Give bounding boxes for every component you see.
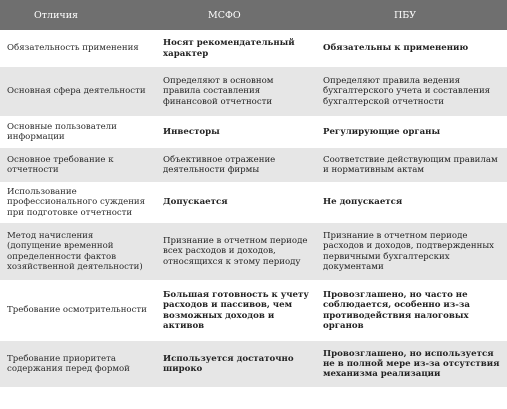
row-criterion: Основное требование к отчетности bbox=[0, 147, 156, 183]
row-pbu: Провозглашено, но используется не в полной мере из-за отсутствия механизма реализации bbox=[316, 340, 507, 387]
table-row bbox=[0, 31, 507, 66]
header-pbu: ПБУ bbox=[316, 0, 507, 31]
row-msfo: Признание в отчетном периоде всех расходов и доходов, относящихся к этому периоду bbox=[156, 222, 316, 281]
row-criterion: Требование осмотрительности bbox=[0, 281, 156, 340]
row-criterion: Метод начисления (допущение временной определенности фактов хозяйственной деятельности) bbox=[0, 222, 156, 281]
row-criterion: Основная сфера деятельности bbox=[0, 66, 156, 117]
table-row bbox=[0, 281, 507, 340]
row-msfo: Используется достаточно широко bbox=[156, 340, 316, 387]
table-row bbox=[0, 183, 507, 222]
row-criterion: Основные пользователи информации bbox=[0, 117, 156, 147]
row-msfo: Определяют в основном правила составления финансовой отчетности bbox=[156, 66, 316, 117]
row-msfo: Инвесторы bbox=[156, 117, 316, 147]
table-row bbox=[0, 117, 507, 147]
row-pbu: Регулирующие органы bbox=[316, 117, 507, 147]
row-criterion: Использование профессионального суждения при подготовке отчетности bbox=[0, 183, 156, 222]
table-row bbox=[0, 340, 507, 387]
table-row bbox=[0, 147, 507, 183]
header-row bbox=[0, 0, 507, 31]
row-msfo: Объективное отражение деятельности фирмы bbox=[156, 147, 316, 183]
row-pbu: Обязательны к применению bbox=[316, 31, 507, 66]
row-criterion: Обязательность применения bbox=[0, 31, 156, 66]
header-differences: Отличия bbox=[0, 0, 156, 31]
table-body bbox=[0, 31, 507, 387]
row-pbu: Соответствие действующим правилам и нормативным актам bbox=[316, 147, 507, 183]
header-msfo: МСФО bbox=[156, 0, 316, 31]
row-msfo: Допускается bbox=[156, 183, 316, 222]
table-header bbox=[0, 0, 507, 31]
row-msfo: Большая готовность к учету расходов и пассивов, чем возможных доходов и активов bbox=[156, 281, 316, 340]
table-row bbox=[0, 66, 507, 117]
table-row bbox=[0, 222, 507, 281]
row-pbu: Провозглашено, но часто не соблюдается, особенно из-за противодействия налоговых органов bbox=[316, 281, 507, 340]
row-msfo: Носят рекомендательный характер bbox=[156, 31, 316, 66]
row-pbu: Не допускается bbox=[316, 183, 507, 222]
row-pbu: Признание в отчетном периоде расходов и доходов, подтвержденных первичными бухгалтерских документами bbox=[316, 222, 507, 281]
row-pbu: Определяют правила ведения бухгалтерского учета и составления бухгалтерской отчетности bbox=[316, 66, 507, 117]
row-criterion: Требование приоритета содержания перед формой bbox=[0, 340, 156, 387]
